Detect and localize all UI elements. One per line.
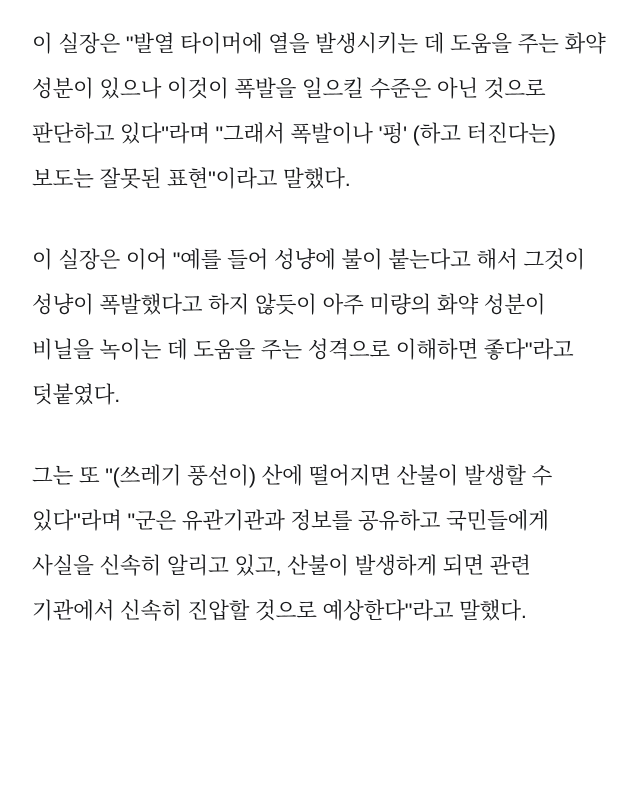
article-paragraph-3: 그는 또 "(쓰레기 풍선이) 산에 떨어지면 산불이 발생할 수 있다"라며 "군은 유관기관과 정보를 공유하고 국민들에게 사실을 신속히 알리고 있고, 산불이 발생하게 되면 관련 기관에서 신속히 진압할 것으로 예상한다"라고 말했다.: [32, 464, 558, 623]
article-paragraph-2: 이 실장은 이어 "예를 들어 성냥에 불이 붙는다고 해서 그것이 성냥이 폭발했다고 하지 않듯이 아주 미량의 화약 성분이 비닐을 녹이는 데 도움을 주는 성격으로 이해하면 좋다"라고 덧붙였다.: [32, 248, 591, 407]
article-paragraph-1: 이 실장은 "발열 타이머에 열을 발생시키는 데 도움을 주는 화약 성분이 있으나 이것이 폭발을 일으킬 수준은 아닌 것으로 판단하고 있다"라며 "그래서 폭발이나 '펑' (하고 터진다는) 보도는 잘못된 표현"이라고 말했다.: [32, 32, 612, 191]
